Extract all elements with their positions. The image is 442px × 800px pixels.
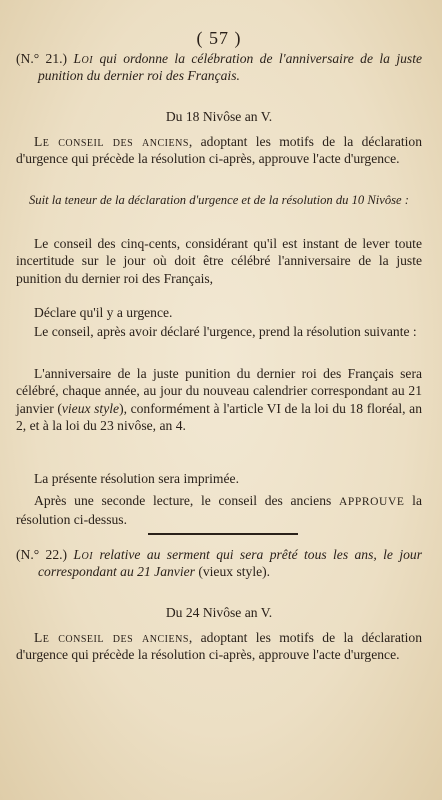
law-22-title: relative au serment qui sera prêté tous les ans, le jour correspondant au 21 Janvier [38, 547, 422, 580]
law-21-title: qui ordonne la célébration de l'anniversaire de la juste punition du dernier roi des Français. [38, 51, 422, 84]
law-22-heading [16, 546, 422, 581]
law-21-para-2: Déclare qu'il y a urgence. [34, 305, 173, 320]
law-21-conseil [16, 133, 422, 168]
law-21-para-4-b: ), conformément à l'article VI de la loi du 18 floréal, an 2, et à la loi du 23 nivôse, an 4. [16, 400, 422, 433]
law-21-date: Du 18 Nivôse an V. [165, 109, 273, 124]
law-21-para-6-a: Après une seconde lecture, le conseil des anciens [34, 493, 339, 508]
law-21-para-6-b: la résolution ci-dessus. [16, 493, 422, 528]
law-22-date: Du 24 Nivôse an V. [165, 605, 273, 620]
law-21-teneur: Suit la teneur de la déclaration d'urgence et de la résolution du 10 Nivôse : [29, 193, 409, 207]
law-22-conseil-lead: Le conseil des anciens [34, 630, 189, 645]
law-21-para-5: La présente résolution sera imprimée. [34, 471, 239, 486]
section-divider [148, 533, 298, 535]
law-21-para-4-italic: vieux style [61, 400, 120, 416]
law-21-para-1: Le conseil des cinq-cents, considérant qu'il est instant de lever toute incertitude sur le jour où doit être célébré l'anniversaire de la juste punition du dernier roi des Français, [16, 236, 422, 286]
law-22-title-tail: (vieux style). [194, 564, 271, 580]
law-22-title-word: Loi [73, 547, 94, 562]
law-22-conseil [16, 629, 422, 664]
law-21-para-6 [16, 492, 422, 529]
law-21-number: (N.° 21.) [16, 51, 68, 66]
law-21-para-4 [16, 365, 422, 434]
law-21-approuve: APPROUVE [338, 496, 405, 508]
law-21-para-3: Le conseil, après avoir déclaré l'urgence, prend la résolution suivante : [34, 324, 417, 339]
law-21-conseil-rest: , adoptant les motifs de la déclaration d'urgence qui précède la résolution ci-après, approuve l'acte d'urgence. [16, 134, 422, 167]
law-21-title-word: Loi [73, 51, 94, 66]
law-22-conseil-rest: , adoptant les motifs de la déclaration d'urgence qui précède la résolution ci-après, approuve l'acte d'urgence. [16, 630, 422, 663]
law-22-number: (N.° 22.) [16, 547, 68, 562]
law-21-heading [16, 50, 422, 85]
law-21-conseil-lead: Le conseil des anciens [34, 134, 189, 149]
law-21-para-4-a: L'anniversaire de la juste punition du dernier roi des Français sera célébré, chaque année, au jour du nouveau calendrier correspondant au 21 janvier ( [16, 366, 422, 416]
page-number: ( 57 ) [196, 28, 242, 48]
